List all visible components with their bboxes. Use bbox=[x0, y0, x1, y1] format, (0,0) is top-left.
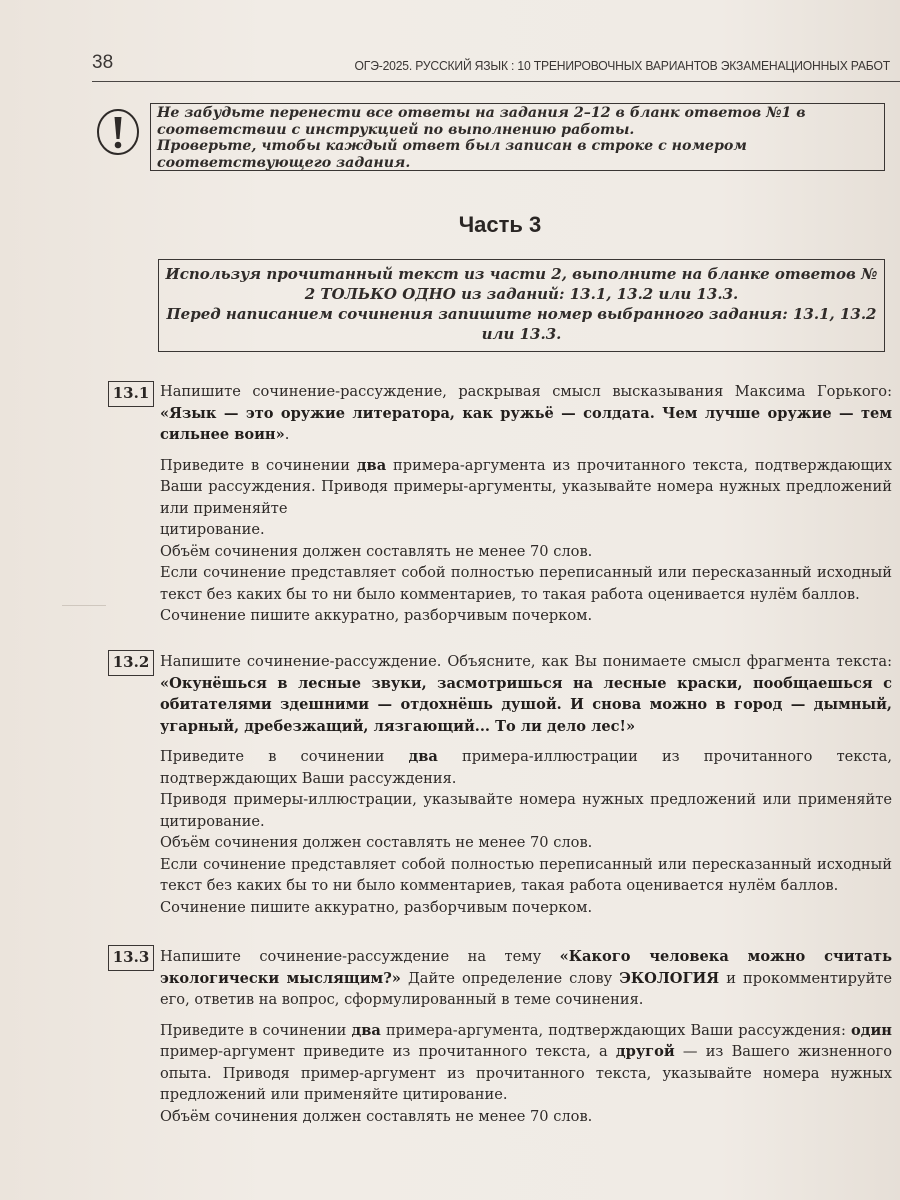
emphasis: два bbox=[408, 748, 438, 765]
text: Приведите в сочинении bbox=[160, 1021, 352, 1039]
text: примера-аргумента из прочитанного текста, подтверждающих Ваши рассуждения. Приводя примеры-аргументы, указывайте номера нужных предложений или применяйте bbox=[160, 456, 892, 517]
prompt-text: Напишите сочинение-рассуждение. Объясните, как Вы понимаете смысл фрагмента текста: bbox=[160, 653, 892, 670]
prompt-text: Напишите сочинение-рассуждение на тему bbox=[160, 948, 560, 965]
emphasis: другой bbox=[615, 1043, 675, 1060]
essay-topic: «Какого человека можно считать экологически мыслящим?» bbox=[160, 948, 892, 987]
emphasis: два bbox=[356, 456, 387, 474]
punct: . bbox=[284, 426, 290, 443]
running-title: ОГЭ-2025. РУССКИЙ ЯЗЫК : 10 ТРЕНИРОВОЧНЫХ ВАРИАНТОВ ЭКЗАМЕНАЦИОННЫХ РАБОТ bbox=[354, 58, 890, 73]
instruction-line-1: Используя прочитанный текст из части 2, выполните на бланке ответов № 2 ТОЛЬКО ОДНО из заданий: 13.1, 13.2 или 13.3. bbox=[165, 265, 878, 303]
text: цитирование. bbox=[160, 521, 265, 538]
task-number-badge: 13.2 bbox=[108, 650, 154, 676]
task-paragraph: Если сочинение представляет собой полностью переписанный или пересказанный исходный текст без каких бы то ни было комментариев, такая работа оценивается нулём баллов. bbox=[160, 855, 892, 894]
task-prompt bbox=[160, 651, 892, 737]
task-number-badge: 13.3 bbox=[108, 945, 154, 971]
instruction-line-2: Перед написанием сочинения запишите номер выбранного задания: 13.1, 13.2 или 13.3. bbox=[166, 305, 877, 343]
task-paragraph: Объём сочинения должен составлять не менее 70 слов. bbox=[160, 1107, 593, 1125]
exclamation-circle-icon bbox=[93, 107, 143, 157]
task-13-1 bbox=[160, 381, 892, 627]
text: примера-аргумента, подтверждающих Ваши рассуждения: bbox=[380, 1021, 852, 1039]
margin-mark bbox=[62, 605, 106, 606]
part-title: Часть 3 bbox=[458, 212, 542, 237]
page-number: 38 bbox=[92, 52, 114, 73]
task-paragraph: Сочинение пишите аккуратно, разборчивым почерком. bbox=[160, 607, 593, 624]
task-paragraph: Сочинение пишите аккуратно, разборчивым почерком. bbox=[160, 898, 593, 916]
reminder-line-1: Не забудьте перенести все ответы на задания 2–12 в бланк ответов №1 в соответствии с инструкцией по выполнению работы. bbox=[157, 105, 806, 138]
task-prompt bbox=[160, 946, 892, 1011]
prompt-text: Дайте определение слову bbox=[400, 969, 620, 987]
text: — из Вашего жизненного опыта. Приводя пример-аргумент из прочитанного текста, указывайте номера нужных предложений или применяйте цитирование. bbox=[160, 1043, 892, 1103]
task-paragraph: Объём сочинения должен составлять не менее 70 слов. bbox=[160, 542, 593, 560]
reminder-line-2: Проверьте, чтобы каждый ответ был записан в строке с номером соответствующего задания. bbox=[157, 138, 747, 171]
task-paragraph: Приводя примеры-иллюстрации, указывайте номера нужных предложений или применяйте цитирование. bbox=[160, 791, 892, 830]
text: Приведите в сочинении bbox=[160, 748, 409, 765]
emphasis: один bbox=[851, 1021, 892, 1039]
text: примера-иллюстрации из прочитанного текста, подтверждающих Ваши рассуждения. bbox=[160, 748, 892, 787]
task-paragraph bbox=[160, 1020, 892, 1106]
task-paragraph bbox=[160, 746, 892, 789]
reminder-box bbox=[150, 103, 885, 171]
prompt-text: и прокомментируйте его, ответив на вопрос, сформулированный в теме сочинения. bbox=[160, 969, 893, 1008]
key-word: ЭКОЛОГИЯ bbox=[619, 969, 720, 987]
task-13-3 bbox=[160, 946, 892, 1127]
task-paragraph bbox=[160, 455, 892, 541]
quote: «Окунёшься в лесные звуки, засмотришься на лесные краски, пообщаешься с обитателями здешними — отдохнёшь душой. И снова можно в город — дымный, угарный, дребезжащий, лязгающий... То ли дело лес!» bbox=[160, 674, 892, 735]
task-prompt bbox=[160, 381, 892, 446]
text: пример-аргумент приведите из прочитанного текста, а bbox=[160, 1043, 616, 1060]
text: Приведите в сочинении bbox=[160, 456, 357, 474]
instruction-box bbox=[158, 259, 885, 352]
emphasis: два bbox=[351, 1021, 381, 1039]
task-number-badge: 13.1 bbox=[108, 381, 154, 407]
task-13-2 bbox=[160, 651, 892, 918]
task-paragraph: Объём сочинения должен составлять не менее 70 слов. bbox=[160, 834, 593, 851]
task-paragraph: Если сочинение представляет собой полностью переписанный или пересказанный исходный текст без каких бы то ни было комментариев, то такая работа оценивается нулём баллов. bbox=[160, 564, 892, 603]
quote: «Язык — это оружие литератора, как ружьё — солдата. Чем лучше оружие — тем сильнее воин» bbox=[160, 404, 892, 443]
header-divider bbox=[92, 81, 900, 82]
prompt-text: Напишите сочинение-рассуждение, раскрывая смысл высказывания Максима Горького: bbox=[160, 383, 892, 400]
